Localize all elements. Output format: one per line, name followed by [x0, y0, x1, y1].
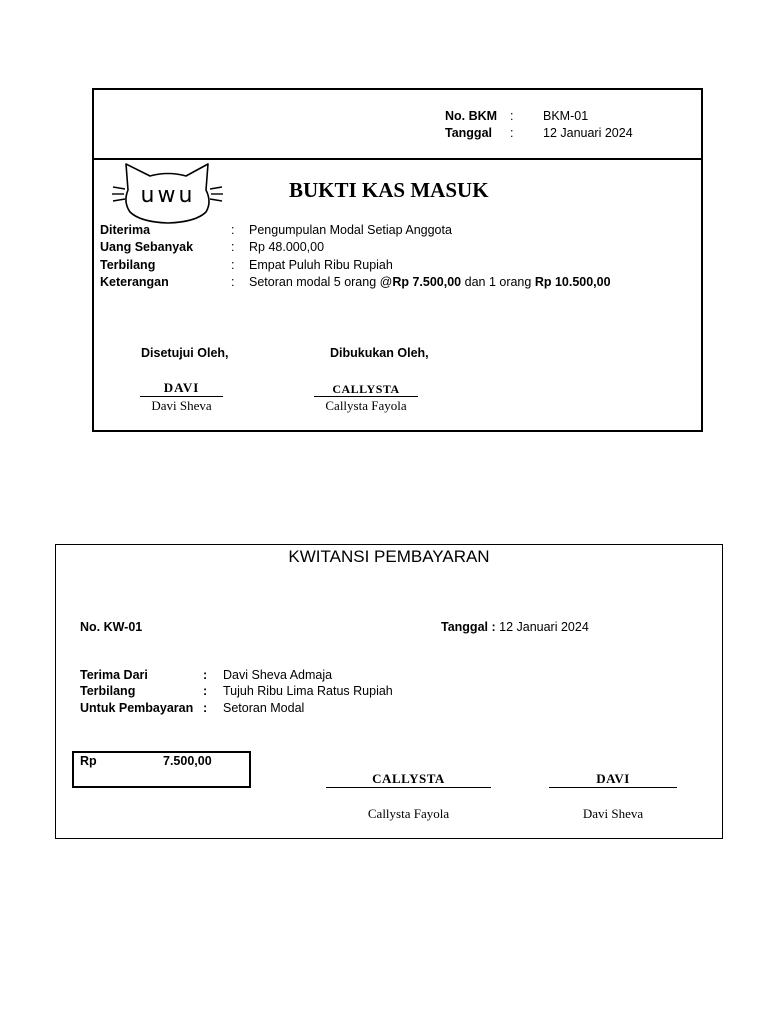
kw-field-value: Tujuh Ribu Lima Ratus Rupiah [223, 684, 393, 698]
bkm-field-label: Uang Sebanyak [100, 240, 194, 254]
kw-signature-line-1 [326, 787, 491, 788]
approver-signature: DAVI [163, 380, 200, 395]
cat-logo-text: uwu [140, 183, 196, 208]
bkm-title: BUKTI KAS MASUK [289, 178, 489, 202]
kw-title: KWITANSI PEMBAYARAN [288, 547, 490, 566]
booker-signature-line [314, 396, 418, 397]
keterangan-part: dan 1 orang [461, 275, 535, 289]
bkm-date-label: Tanggal [445, 126, 492, 140]
keterangan-amount: Rp 7.500,00 [392, 275, 462, 289]
kw-field-label: Terbilang [80, 684, 136, 698]
bkm-field-value [249, 274, 611, 290]
bkm-date-value: 12 Januari 2024 [543, 126, 633, 140]
kw-field-colon: : [203, 684, 208, 698]
bkm-field-colon: : [231, 223, 235, 237]
bkm-field-label: Keterangan [100, 275, 169, 289]
bkm-field-colon: : [231, 258, 235, 272]
approved-by-label: Disetujui Oleh, [141, 346, 229, 360]
bkm-date-colon: : [510, 126, 514, 140]
bkm-field-value: Pengumpulan Modal Setiap Anggota [249, 223, 452, 237]
amount-box [72, 751, 251, 788]
kw-date-value: 12 Januari 2024 [495, 620, 589, 634]
bkm-field-label: Diterima [100, 223, 151, 237]
keterangan-part: Setoran modal 5 orang @ [249, 275, 393, 289]
bkm-field-colon: : [231, 240, 235, 254]
amount-value: 7.500,00 [163, 754, 212, 768]
kw-signature-line-2 [549, 787, 677, 788]
kw-field-value: Setoran Modal [223, 701, 305, 715]
bkm-field-label: Terbilang [100, 258, 156, 272]
kw-field-label: Terima Dari [80, 668, 148, 682]
booked-by-label: Dibukukan Oleh, [330, 346, 429, 360]
bkm-field-value: Rp 48.000,00 [249, 240, 325, 254]
booker-signature: CALLYSTA [332, 382, 400, 396]
kw-field-colon: : [203, 701, 208, 715]
approver-name: Davi Sheva [151, 398, 212, 413]
bkm-field-colon: : [231, 275, 235, 289]
kw-number: No. KW-01 [80, 620, 143, 634]
keterangan-amount: Rp 10.500,00 [534, 275, 611, 289]
kw-signature-2: DAVI [596, 771, 630, 786]
bkm-no-value: BKM-01 [543, 109, 589, 123]
booker-name: Callysta Fayola [325, 398, 407, 413]
kw-field-value: Davi Sheva Admaja [223, 668, 333, 682]
approver-signature-line [140, 396, 223, 397]
bkm-no-label: No. BKM [445, 109, 498, 123]
kw-date-label: Tanggal : [441, 620, 496, 634]
bkm-field-value: Empat Puluh Ribu Rupiah [249, 258, 393, 272]
kw-signature-1: CALLYSTA [372, 771, 445, 786]
kw-name-2: Davi Sheva [582, 806, 644, 821]
cat-logo-icon [110, 160, 226, 226]
kw-date [441, 619, 589, 635]
kw-field-label: Untuk Pembayaran [80, 701, 194, 715]
kw-name-1: Callysta Fayola [367, 806, 450, 821]
kw-field-colon: : [203, 668, 208, 682]
amount-label: Rp [80, 754, 97, 768]
bkm-no-colon: : [510, 109, 514, 123]
